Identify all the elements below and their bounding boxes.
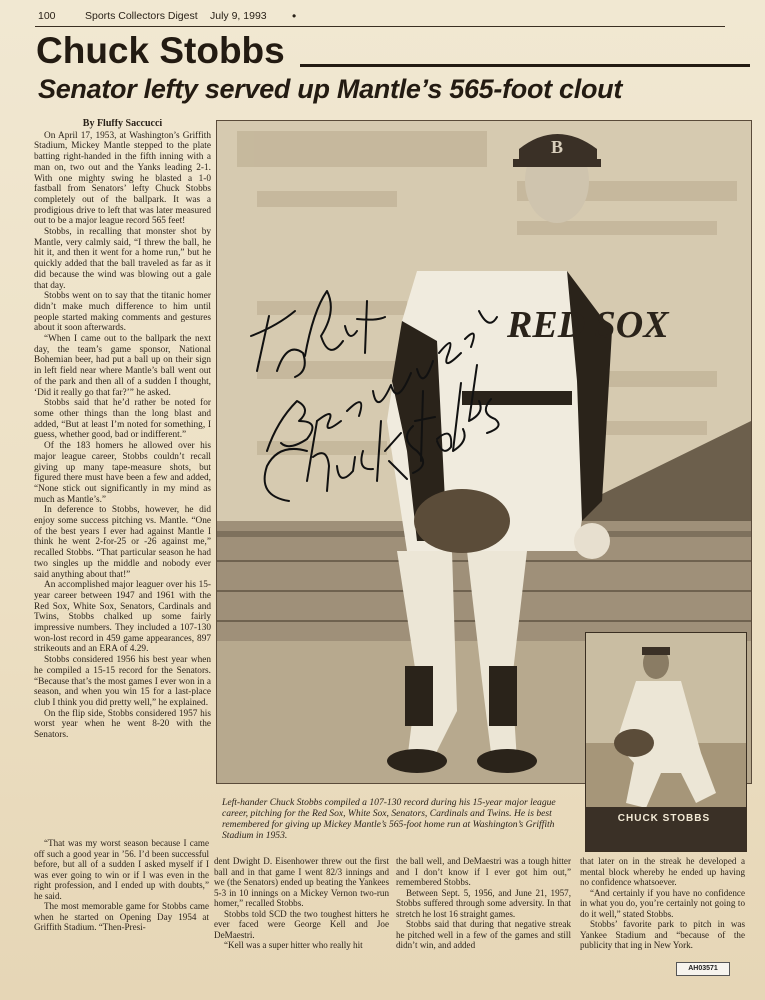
authentication-hologram-sticker: AH03571 — [676, 962, 730, 976]
paragraph: Stobbs told SCD the two toughest hitters he ever faced were George Kell and Joe DeMaestri. — [214, 908, 389, 940]
paragraph: An accomplished major leaguer over his 15-year career between 1947 and 1961 with the Red Sox, White Sox, Senators, Cardinals and Twins, Stobbs chalked up some fairly impressive numbers. They included a 107-130 won-lost record in 459 game appearances, 897 strikeouts and an ERA of 4.29. — [34, 580, 211, 655]
inset-baseball-card — [585, 632, 747, 852]
paragraph: Stobbs said that during that negative streak he pitched well in a few of the games and still didn’t win, and added — [396, 919, 571, 950]
paragraph: “That was my worst season because I came off such a good year in ’56. I’d been successful before, but all of a sudden I asked myself if I was ever going to win or if I was even in the right profession, and I ended up with doubts,” he said. — [34, 838, 209, 901]
paragraph: “Kell was a super hitter who really hit — [224, 940, 363, 950]
paragraph: that later on in the streak he developed a mental block whereby he ended up having no confidence whatsoever. — [580, 856, 745, 887]
byline: By Fluffy Saccucci — [82, 119, 163, 129]
article-column-1 — [34, 119, 211, 839]
article-column-2 — [214, 856, 389, 994]
paragraph: Stobbs considered 1956 his best year when he compiled a 15-15 record for the Senators. “Because that’s the most games I ever won in a season, and when you win 15 for a last-place club I think you did pretty well,” he explained. — [34, 655, 211, 708]
page-number: 100 — [38, 10, 56, 22]
paragraph: In deference to Stobbs, however, he did enjoy some success pitching vs. Mantle. “One of the best years I ever had against Mantle I think he went 2-for-25 or -26 against me,” recalled Stobbs. “That particular season he had two singles up the middle and nobody ever said anything about that!” — [34, 505, 211, 580]
jersey-lettering: RED SOX — [507, 304, 669, 346]
paragraph: Of the 183 homers he allowed over his major league career, Stobbs couldn’t recall giving up many tape-measure shots, but figured there must have been a few and added, “None stick out significantly in my mind as much as Mantle’s.” — [34, 441, 211, 505]
paragraph: the ball well, and DeMaestri was a tough hitter and I don’t know if I ever got him out,” remembered Stobbs. — [396, 856, 571, 887]
photo-caption: Left-hander Chuck Stobbs compiled a 107-130 record during his 15-year major league career, pitching for the Red Sox, White Sox, Senators, Cardinals and Twins. He is best remembered for giving up Mickey Mantle’s 565-foot home run at Washington’s Griffith Stadium in 1953. — [222, 797, 556, 841]
paragraph: dent Dwight D. Eisenhower threw out the first ball and in that game I went 82/3 innings and we (the Senators) ended up beating the Yankees 5-3 in 10 innings on a Mickey Vernon two-run homer,” recalled Stobbs. — [214, 856, 389, 908]
inset-card-name: CHUCK STOBBS — [617, 813, 711, 824]
header-rule — [35, 26, 725, 27]
article-column-3 — [396, 856, 571, 994]
paragraph: Stobbs’ favorite park to pitch in was Yankee Stadium and “because of the publicity that ing in New York. — [580, 919, 745, 950]
paragraph: On the flip side, Stobbs considered 1957 his worst year when he went 8-20 with the Senators. — [34, 708, 211, 741]
paragraph: The most memorable game for Stobbs came when he started on Opening Day 1954 at Griffith Stadium. “Then-Presi- — [34, 901, 209, 932]
article-column-1-continued — [34, 838, 209, 994]
paragraph: On April 17, 1953, at Washington’s Griffith Stadium, Mickey Mantle stepped to the plate batting right-handed in the fifth inning with a man on, two out and the Yanks leading 2-1. With one mighty swing he blasted a 1-0 fastball from Senators’ lefty Chuck Stobbs completely out of the ballpark. It was a prodigious drive to left that was later measured out to be a major league record 565 feet! — [34, 130, 211, 227]
headline-rule — [300, 64, 750, 67]
paragraph: “And certainly if you have no confidence in what you do, you’re certainly not going to do it well,” stated Stobbs. — [580, 887, 745, 919]
paragraph: “When I came out to the ballpark the next day, the team’s game sponsor, National Bohemian beer, had put a ball up on their sign in left field near where Mantle’s ball went out of the park and then all of a sudden I thought, ‘Did it really go that far?’” he asked. — [34, 334, 211, 398]
paragraph: Stobbs said that he’d rather be noted for some other things than the long blast and added, “But at least I’m noted for something, I guess, whether good, bad or indifferent.” — [34, 398, 211, 441]
publication-name: Sports Collectors Digest — [85, 10, 198, 22]
article-subheadline: Senator lefty served up Mantle’s 565-foot clout — [38, 74, 623, 104]
article-headline: Chuck Stobbs — [36, 30, 285, 71]
page-header — [38, 10, 558, 26]
header-bullet: • — [292, 9, 297, 23]
paragraph: Between Sept. 5, 1956, and June 21, 1957, Stobbs suffered through some adversity. In that stretch he lost 16 straight games. — [396, 887, 571, 919]
paragraph: Stobbs went on to say that the titanic homer didn’t make much difference to him until people started making comments and gestures about it soon afterwards. — [34, 291, 211, 334]
issue-date: July 9, 1993 — [210, 10, 267, 22]
svg-text:B: B — [550, 137, 564, 157]
paragraph: Stobbs, in recalling that monster shot by Mantle, very calmly said, “I threw the ball, he hit it, and then it went for a home run,” but he quickly added that the ball traveled as far as it did because the wind was blowing out a gale that day. — [34, 227, 211, 291]
